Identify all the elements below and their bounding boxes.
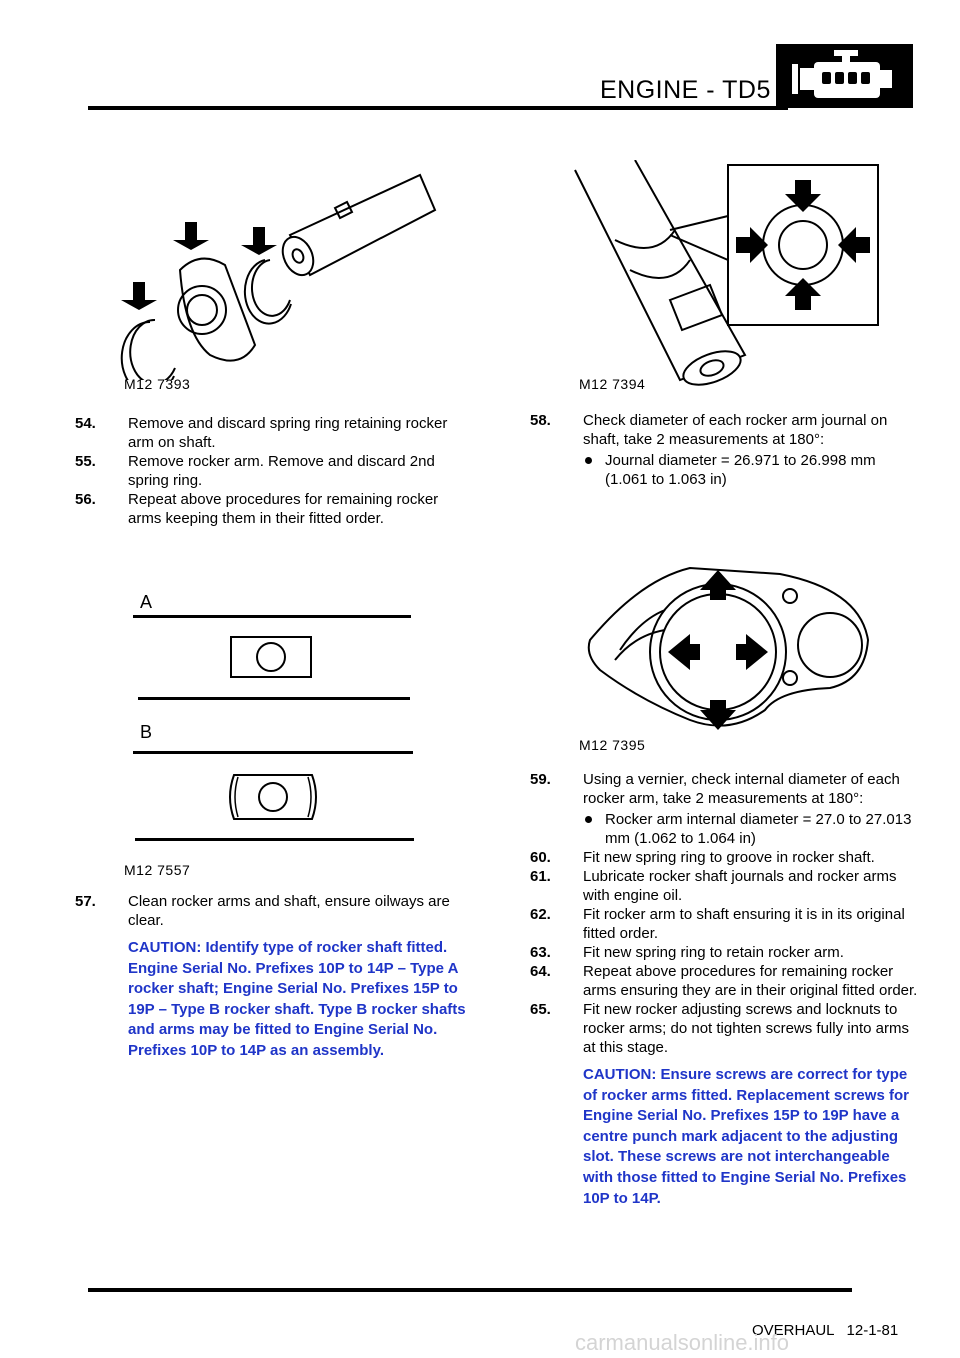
bullet-dot (585, 457, 592, 464)
divider (133, 615, 411, 618)
caution-65: CAUTION: Ensure screws are correct for type of rocker arms fitted. Replacement screws for Engine Serial No. Prefixes 15P to 19P have a centre punch mark adjacent to the adjusting slot. These screws are not interchangeable with those fitted to Engine Serial No. Prefixes 10P to 14P. (583, 1066, 909, 1207)
engine-icon (776, 44, 913, 108)
footer-section: OVERHAUL (752, 1322, 835, 1339)
figure-rocker-bore (580, 560, 880, 735)
watermark: carmanualsonline.info (575, 1330, 790, 1355)
type-a-label: A (140, 592, 153, 612)
step-60: 60. Fit new spring ring to groove in rocker shaft. (530, 849, 875, 866)
steps-59-65 (530, 770, 922, 1209)
step-57: 57. Clean rocker arms and shaft, ensure oilways are clear. (75, 893, 450, 929)
page-title: ENGINE - TD5 (600, 76, 771, 104)
figure-label: M12 7394 (579, 376, 646, 392)
bullet-58: Journal diameter = 26.971 to 26.998 mm (1.061 to 1.063 in) (530, 451, 920, 489)
step-58-block (530, 411, 920, 489)
step-57-block (75, 892, 467, 1062)
figure-journal-measure (560, 160, 890, 390)
divider (135, 838, 414, 841)
step-61: 61. Lubricate rocker shaft journals and rocker arms with engine oil. (530, 868, 897, 904)
step-64: 64. Repeat above procedures for remaining rocker arms ensuring they are in their original fitted order. (530, 963, 918, 999)
header-rule (88, 106, 788, 110)
left-steps (75, 414, 465, 528)
step-62: 62. Fit rocker arm to shaft ensuring it is in its original fitted order. (530, 906, 905, 942)
step-59: 59. Using a vernier, check internal diameter of each rocker arm, take 2 measurements at 180°: (530, 771, 900, 807)
type-a-shaft (230, 636, 312, 678)
step-65: 65. Fit new rocker adjusting screws and locknuts to rocker arms; do not tighten screws fully into arms at this stage. (530, 1001, 909, 1056)
footer-rule (88, 1288, 852, 1292)
bullet-dot (585, 816, 592, 823)
bullet-59: Rocker arm internal diameter = 27.0 to 27.013 mm (1.062 to 1.064 in) (530, 810, 922, 848)
step-55: 55. Remove rocker arm. Remove and discard 2nd spring ring. (75, 453, 435, 489)
divider (133, 751, 413, 754)
figure-label: M12 7393 (124, 376, 191, 392)
figure-label: M12 7395 (579, 737, 646, 753)
step-54: 54. Remove and discard spring ring retaining rocker arm on shaft. (75, 415, 448, 451)
step-63: 63. Fit new spring ring to retain rocker arm. (530, 944, 844, 961)
type-b-label: B (140, 722, 153, 742)
caution-57: CAUTION: Identify type of rocker shaft fitted. Engine Serial No. Prefixes 10P to 14P – Type A rocker shaft; Engine Serial No. Prefixes 15P to 19P – Type B rocker shaft. Type B rocker shafts and arms may be fitted to Engine Serial No. Prefixes 10P to 14P as an assembly. (128, 939, 466, 1059)
footer-page-number: 12-1-81 (846, 1322, 899, 1339)
figure-rocker-removal (120, 160, 440, 380)
type-b-shaft (226, 773, 320, 821)
divider (138, 697, 410, 700)
step-58: 58. Check diameter of each rocker arm journal on shaft, take 2 measurements at 180°: (530, 412, 888, 448)
figure-label: M12 7557 (124, 862, 191, 878)
step-56: 56. Repeat above procedures for remaining rocker arms keeping them in their fitted order. (75, 491, 439, 527)
